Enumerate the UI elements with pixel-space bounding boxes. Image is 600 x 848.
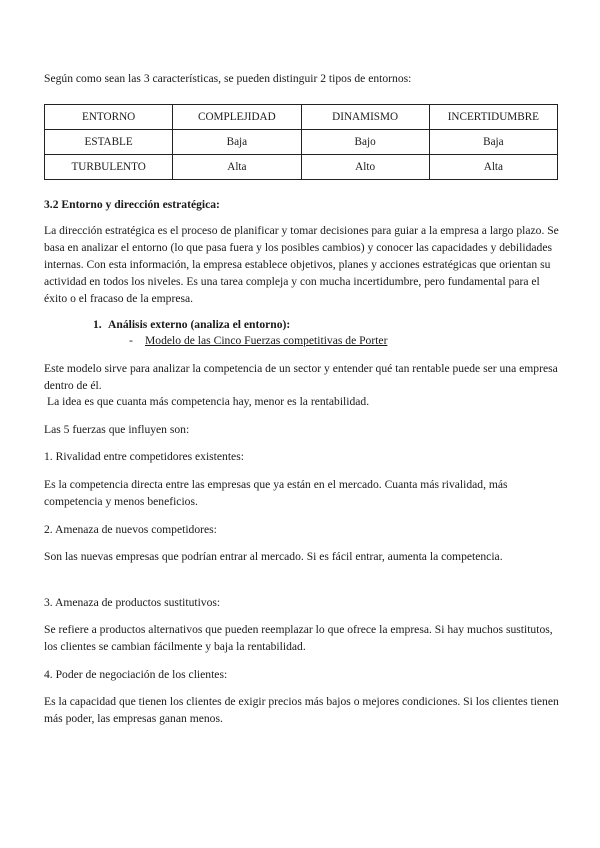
table-cell: Bajo — [301, 130, 429, 155]
table-cell: Alta — [173, 155, 301, 180]
paragraph-modelo: Este modelo sirve para analizar la competencia de un sector y entender qué tan rentable puede ser una empresa dentro de él. — [44, 362, 558, 392]
porter-model-title: Modelo de las Cinco Fuerzas competitivas de Porter — [145, 334, 388, 347]
table-header-cell: DINAMISMO — [301, 105, 429, 130]
table-cell: Alta — [429, 155, 557, 180]
table-cell: Alto — [301, 155, 429, 180]
entornos-table — [44, 104, 558, 180]
table-header-cell: ENTORNO — [45, 105, 173, 130]
table-header-cell: COMPLEJIDAD — [173, 105, 301, 130]
dash-bullet: - — [129, 334, 133, 347]
section-heading: 3.2 Entorno y dirección estratégica: — [44, 198, 220, 211]
list-item-title: Análisis externo (analiza el entorno): — [108, 318, 291, 331]
fuerza-title: 3. Amenaza de productos sustitutivos: — [44, 596, 221, 609]
fuerza-text: Es la capacidad que tienen los clientes de exigir precios más bajos o mejores condiciones. Si los clientes tienen más poder, las empresas ganan menos. — [44, 695, 559, 725]
table-cell: Baja — [429, 130, 557, 155]
fuerza-text: Es la competencia directa entre las empresas que ya están en el mercado. Cuanta más rivalidad, más competencia y menos beneficios. — [44, 478, 508, 508]
table-row — [45, 130, 558, 155]
table-header-row — [45, 105, 558, 130]
paragraph-direccion: La dirección estratégica es el proceso de planificar y tomar decisiones para guiar a la empresa a largo plazo. Se basa en analizar el entorno (lo que pasa fuera y los posibles cambios) y conocer las capacidades y debilidades internas. Con esta información, la empresa establece objetivos, planes y acciones estratégicas que orientan su actividad en todos los niveles. Es una tarea compleja y con mucha incertidumbre, pero fundamental para el éxito o el fracaso de la empresa. — [44, 224, 559, 305]
table-cell: Baja — [173, 130, 301, 155]
table-cell: ESTABLE — [45, 130, 173, 155]
fuerza-title: 2. Amenaza de nuevos competidores: — [44, 523, 217, 536]
table-header-cell: INCERTIDUMBRE — [429, 105, 557, 130]
fuerza-text: Son las nuevas empresas que podrían entrar al mercado. Si es fácil entrar, aumenta la competencia. — [44, 550, 503, 563]
fuerza-title: 4. Poder de negociación de los clientes: — [44, 668, 228, 681]
fuerza-text: Se refiere a productos alternativos que pueden reemplazar lo que ofrece la empresa. Si hay muchos sustitutos, los clientes se cambian fácilmente y baja la rentabilidad. — [44, 623, 553, 653]
table-row — [45, 155, 558, 180]
intro-text: Según como sean las 3 características, se pueden distinguir 2 tipos de entornos: — [44, 72, 412, 85]
paragraph-idea: La idea es que cuanta más competencia hay, menor es la rentabilidad. — [47, 395, 370, 408]
fuerza-title: 1. Rivalidad entre competidores existentes: — [44, 450, 244, 463]
fuerzas-intro: Las 5 fuerzas que influyen son: — [44, 423, 190, 436]
table-cell: TURBULENTO — [45, 155, 173, 180]
list-number: 1. — [93, 318, 102, 331]
